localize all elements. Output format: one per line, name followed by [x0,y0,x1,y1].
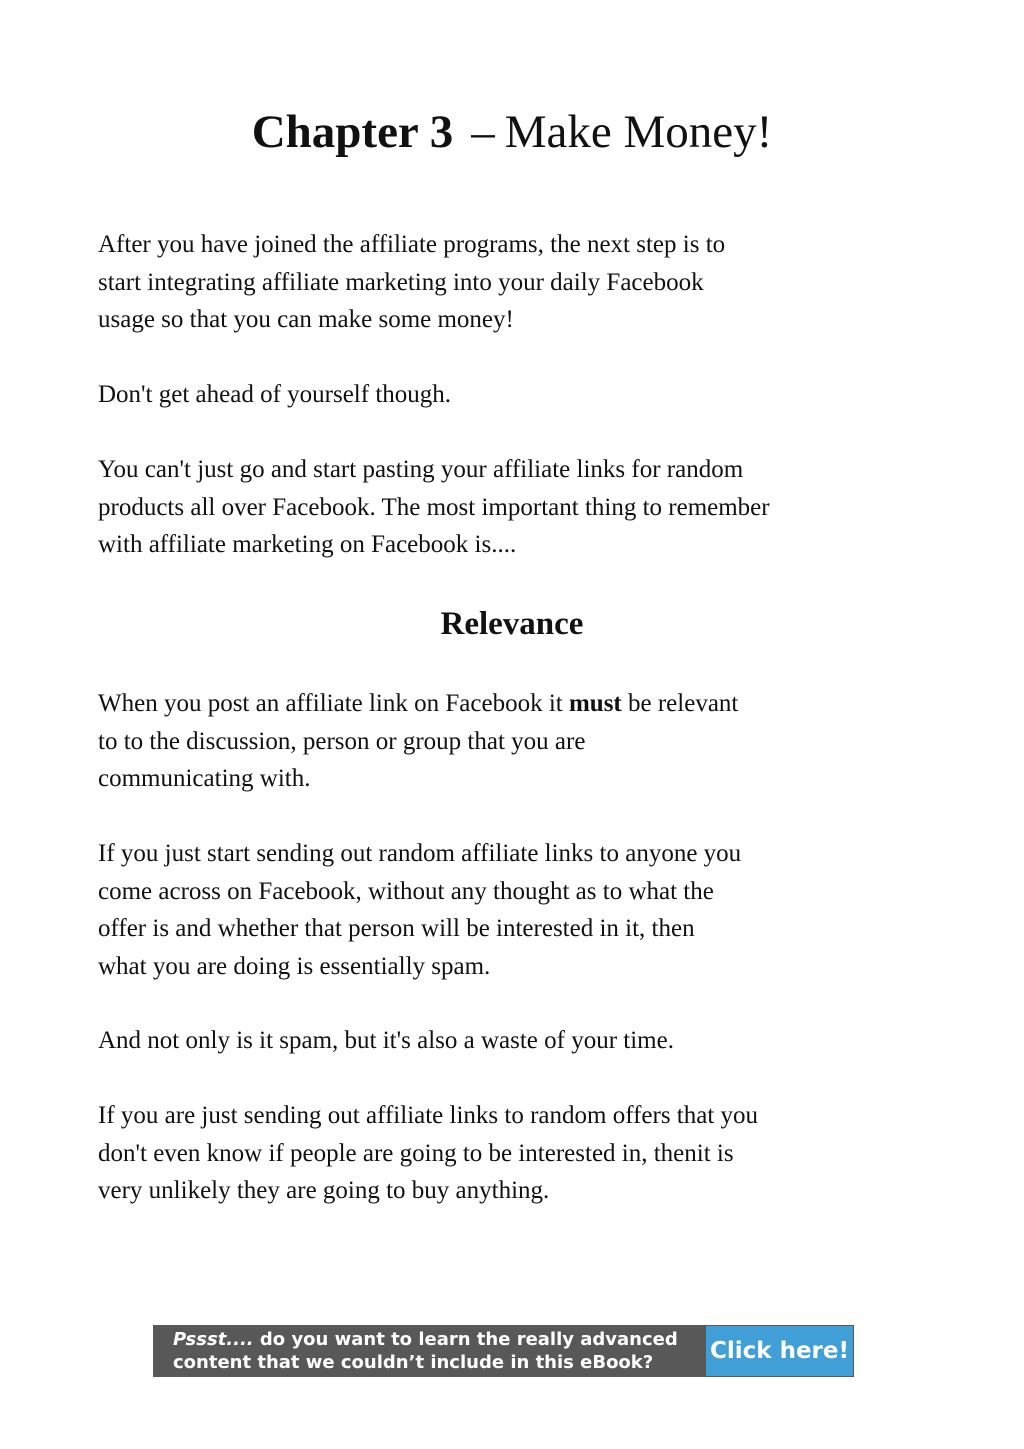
paragraph-line: to to the discussion, person or group that you are [98,727,586,755]
click-here-button[interactable]: Click here! [706,1326,853,1376]
paragraph-ahead [98,376,926,414]
paragraph-pasting [98,451,926,564]
paragraph-line: After you have joined the affiliate programs, the next step is to [98,231,726,258]
promo-line: content that we couldn’t include in this eBook? [173,1352,654,1373]
paragraph-line: And not only is it spam, but it's also a waste of your time. [98,1027,674,1054]
promo-pssst: Pssst.... [173,1329,254,1350]
promo-line1-rest: do you want to learn the really advanced [253,1329,678,1350]
section-heading-relevance: Relevance [440,606,584,642]
paragraph-line: If you are just sending out affiliate links to random offers that you [98,1102,759,1129]
paragraph-waste [98,1022,926,1060]
paragraph-line: come across on Facebook, without any thought as to what the [98,877,714,905]
paragraph-line: If you just start sending out random affiliate links to anyone you [98,840,742,867]
promo-line [173,1328,706,1351]
paragraph-line: what you are doing is essentially spam. [98,952,491,980]
paragraph-line: communicating with. [98,765,311,792]
paragraph-intro [98,226,926,339]
chapter-title [0,104,1024,160]
paragraph-unlikely [98,1097,926,1210]
paragraph-line: start integrating affiliate marketing into your daily Facebook [98,268,704,296]
chapter-number: Chapter 3 [251,106,454,158]
paragraph-line: very unlikely they are going to buy anything. [98,1177,550,1204]
paragraph-line [98,685,926,723]
paragraph-line: with affiliate marketing on Facebook is.... [98,531,517,558]
relevance-text-after: be relevant [621,690,739,717]
paragraph-line: usage so that you can make some money! [98,306,514,333]
paragraph-line: don't even know if people are going to be interested in, thenit is [98,1139,734,1167]
paragraph-line: You can't just go and start pasting your affiliate links for random [98,456,744,483]
paragraph-relevance [98,685,926,798]
chapter-name: Make Money! [504,106,773,158]
paragraph-line: offer is and whether that person will be interested in it, then [98,915,695,942]
relevance-text-before: When you post an affiliate link on Facebook it [98,690,569,717]
relevance-emphasis: must [568,690,622,717]
paragraph-line: Don't get ahead of yourself though. [98,381,452,408]
chapter-separator: – [471,106,495,158]
paragraph-line: products all over Facebook. The most important thing to remember [98,493,770,521]
promo-banner[interactable] [153,1325,854,1377]
promo-text [153,1325,706,1377]
paragraph-spam [98,835,926,985]
